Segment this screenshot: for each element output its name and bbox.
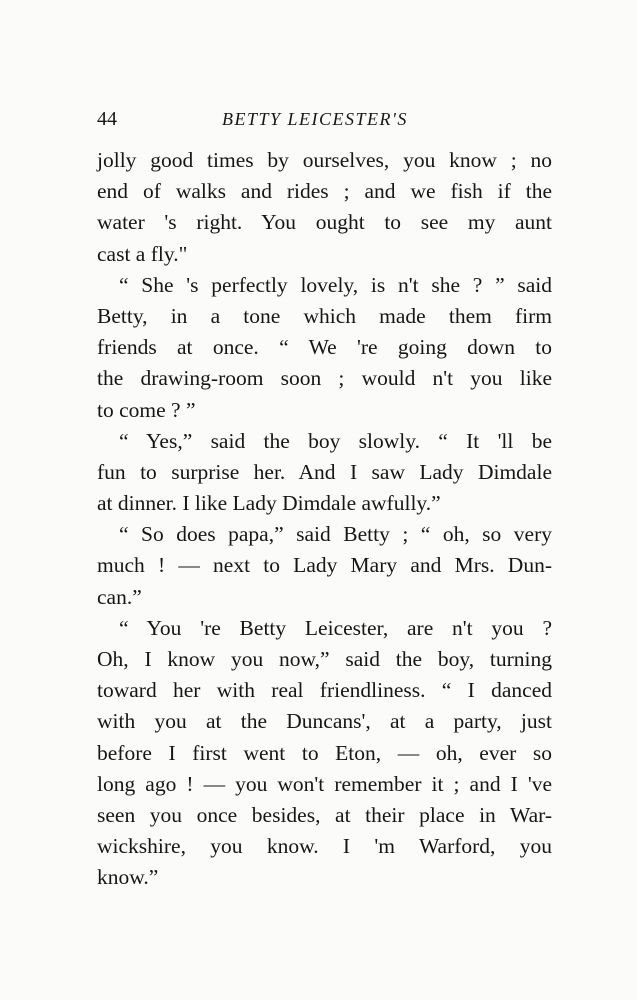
text-line: “ You 're Betty Leicester, are n't you ? [119, 615, 552, 640]
text-line: water 's right. You ought to see my aunt [97, 210, 552, 235]
text-line: long ago ! — you won't remember it ; and I 've [97, 771, 552, 796]
text-line: with you at the Duncans', at a party, just [97, 709, 552, 734]
text-line: toward her with real friendliness. “ I danced [97, 678, 552, 703]
text-line: can.” [97, 584, 142, 609]
text-line: the drawing-room soon ; would n't you like [97, 366, 552, 391]
text-line: at dinner. I like Lady Dimdale awfully.” [97, 491, 441, 516]
text-line: end of walks and rides ; and we fish if the [97, 179, 552, 204]
text-line: know.” [97, 865, 159, 890]
text-line: Betty, in a tone which made them firm [97, 303, 552, 328]
text-line: “ She 's perfectly lovely, is n't she ? ” said [119, 272, 552, 297]
running-title: BETTY LEICESTER'S [222, 109, 408, 129]
text-line: seen you once besides, at their place in War- [97, 802, 552, 827]
body-text [97, 145, 552, 894]
text-line: Oh, I know you now,” said the boy, turning [97, 647, 552, 671]
text-line: wickshire, you know. I 'm Warford, you [97, 834, 552, 859]
page-number: 44 [97, 108, 117, 130]
page-header [97, 108, 552, 138]
text-line: cast a fly." [97, 241, 188, 266]
text-line: fun to surprise her. And I saw Lady Dimdale [97, 459, 552, 484]
text-line: much ! — next to Lady Mary and Mrs. Dun- [97, 553, 552, 578]
text-line: “ So does papa,” said Betty ; “ oh, so very [119, 522, 552, 547]
text-line: jolly good times by ourselves, you know ; no [97, 148, 552, 172]
text-line: “ Yes,” said the boy slowly. “ It 'll be [119, 428, 552, 453]
text-line: friends at once. “ We 're going down to [97, 335, 552, 360]
text-line: to come ? ” [97, 397, 196, 422]
text-line: before I first went to Eton, — oh, ever so [97, 740, 552, 765]
